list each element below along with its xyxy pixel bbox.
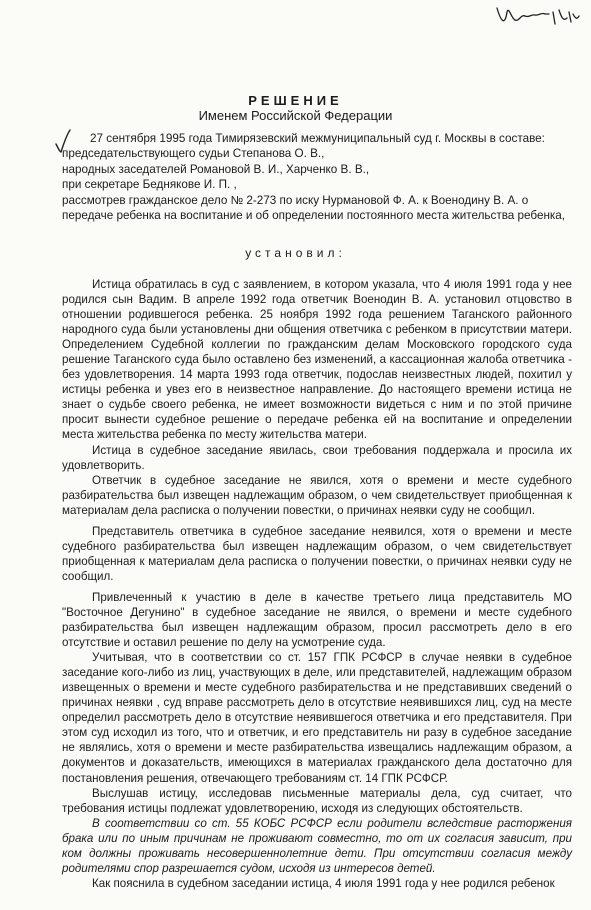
paragraph: Учитывая, что в соответствии со ст. 157 ГПК РСФСР в случае неявки в судебное заседание кого-либо из лиц, участвующих в деле, или представителей, надлежащим образом извещенных о времени и месте судебного разбирательства и не представивших сведений о причинах неявки , суд вправе рассмотреть дело в отсутствие неявившихся лиц, суд на месте определил рассмотреть дело в отсутствие неявившегося ответчика и его представителя. При этом суд исходил из того, что и ответчик, и его представитель ни разу в судебное заседание не являлись, хотя о времени и месте разбирательства извещались надлежащим образом, а документов и доказательств, имеющихся в материалах гражданского дела достаточно для постановления решения, отвечающего требованиям ст. 14 ГПК РСФСР. bbox=[62, 651, 572, 785]
intro-line: при секретаре Беднякове И. П. , bbox=[62, 178, 237, 192]
handwritten-signature-icon bbox=[493, 2, 583, 32]
document-subtitle: Именем Российской Федерации bbox=[198, 108, 393, 123]
intro-line: народных заседателей Романовой В. И., Харченко В. В., bbox=[62, 162, 370, 176]
paragraph: Выслушав истицу, исследовав письменные материалы дела, суд считает, что требования истицы подлежат удовлетворению, исходя из следующих обстоятельств. bbox=[62, 786, 572, 815]
document-body bbox=[62, 277, 572, 891]
paragraph: Истица обратилась в суд с заявлением, в котором указала, что 4 июля 1991 года у нее родился сын Вадим. В апреле 1992 года ответчик Военодин В. А. установил отцовство в отношении родившегося ребенка. 25 ноября 1992 года решением Таганского районного народного суда были установлены дни общения ответчика с ребенком в присутствии матери. Определением Судебной коллегии по гражданским делам Московского городского суда решение Таганского суда было оставлено без изменений, а кассационная жалоба ответчика - без удовлетворения. 14 марта 1993 года ответчик, подослав неизвестных людей, похитил у истицы ребенка и увез его в неизвестное направление. До настоящего времени истица не знает о судьбе своего ребенка, не имеет возможности видеться с ним и по этой причине просит вынести судебное решение о передаче ребенка ей на воспитание и определении места жительства ребенка по месту жительства матери. bbox=[62, 278, 572, 442]
document-title: РЕШЕНИЕ bbox=[248, 93, 343, 108]
paragraph-italic: В соответствии со ст. 55 КОБС РСФСР если родители вследствие расторжения брака или по иным причинам не проживают совместно, то от их согласия зависит, при ком должны проживать несовершеннолетние дети. При отсутствии согласия между родителями спор разрешается судом, исходя из интересов детей. bbox=[62, 816, 572, 875]
paragraph: Привлеченный к участию в деле в качестве третьего лица представитель МО "Восточное Дегунино" в судебное заседание не явился, о времени и месте судебного разбирательства был извещен надлежащим образом, просил рассмотреть дело в его отсутствие и оставил решение по делу на усмотрение суда. bbox=[62, 590, 572, 650]
intro-line: рассмотрев гражданское дело № 2-273 по иску Нурмановой Ф. А. к Военодину В. А. о передаче ребенка на воспитание и об определении постоянного места жительства ребенка, bbox=[62, 193, 566, 223]
intro-line: председательствующего судьи Степанова О. В., bbox=[62, 147, 325, 161]
paragraph: Как пояснила в судебном заседании истица, 4 июля 1991 года у нее родился ребенок bbox=[92, 876, 555, 890]
paragraph: Ответчик в судебное заседание не явился, хотя о времени и месте судебного разбирательства был извещен надлежащим образом, о чем свидетельствует приобщенная к материалам дела расписка о получении повестки, о причинах неявки суду не сообщил. bbox=[62, 473, 572, 517]
paragraph: Истица в судебное заседание явилась, свои требования поддержала и просила их удовлетворить. bbox=[62, 443, 572, 472]
section-heading: установил: bbox=[245, 246, 346, 260]
intro-line: 27 сентября 1995 года Тимирязевский межмуниципальный суд г. Москвы в составе: bbox=[90, 132, 545, 145]
intro-block bbox=[62, 131, 572, 223]
paragraph: Представитель ответчика в судебное заседание неявился, хотя о времени и месте судебного разбирательства был извещен надлежащим образом, о чем свидетельствует приобщенная к материалам дела расписка о получении повестки, о причинах неявки суду не сообщил. bbox=[62, 524, 572, 583]
